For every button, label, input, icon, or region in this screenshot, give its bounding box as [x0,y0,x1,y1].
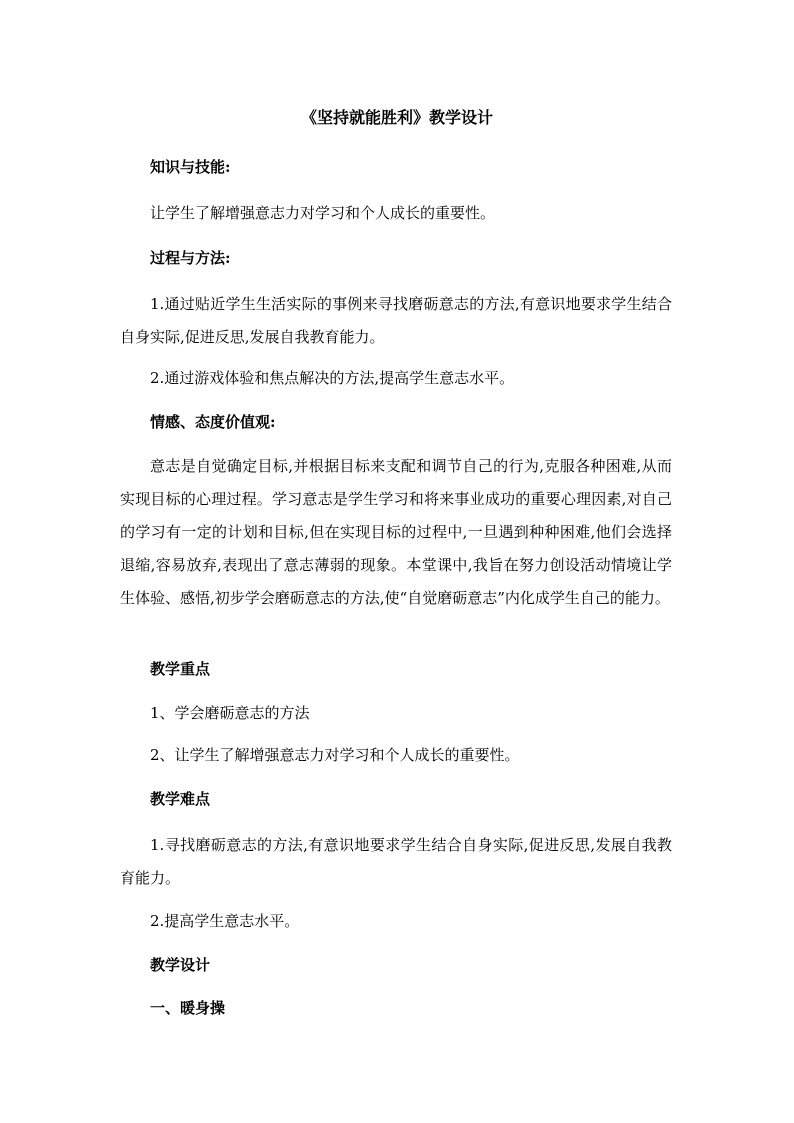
values-heading: 情感、态度价值观: [150,413,276,431]
process-heading: 过程与方法: [150,249,231,267]
values-text: 意志是自觉确定目标,并根据目标来支配和调节自己的行为,克服各种困难,从而实现目标的心理过程。学习意志是学生学习和将来事业成功的重要心理因素,对自己的学习有一定的计划和目标,但在实现目标的过程中,一旦遇到种种困难,他们会选择退缩,容易放弃,表现出了意志薄弱的现象。本堂课中,我旨在努力创设活动情境让学生体验、感悟,初步学会磨砺意志的方法,使“自觉磨砺意志”内化成学生自己的能力。 [120,457,672,607]
knowledge-heading: 知识与技能: [150,158,231,176]
knowledge-text: 让学生了解增强意志力对学习和个人成长的重要性。 [150,204,496,222]
difficulties-heading: 教学难点 [150,790,211,808]
process-item-2: 2.通过游戏体验和焦点解决的方法,提高学生意志水平。 [150,369,515,387]
document-title: 《坚持就能胜利》教学设计 [300,108,493,127]
difficulty-1: 1.寻找磨砺意志的方法,有意识地要求学生结合自身实际,促进反思,发展自我教育能力。 [120,836,672,887]
design-heading: 教学设计 [150,956,211,974]
difficulty-2: 2.提高学生意志水平。 [150,912,300,930]
key-point-1: 1、学会磨砺意志的方法 [150,704,310,722]
process-item-1: 1.通过贴近学生生活实际的事例来寻找磨砺意志的方法,有意识地要求学生结合自身实际,促进反思,发展自我教育能力。 [120,295,672,346]
key-points-heading: 教学重点 [150,660,211,678]
warmup-heading: 一、暖身操 [150,999,226,1017]
key-point-2: 2、让学生了解增强意志力对学习和个人成长的重要性。 [150,746,520,764]
